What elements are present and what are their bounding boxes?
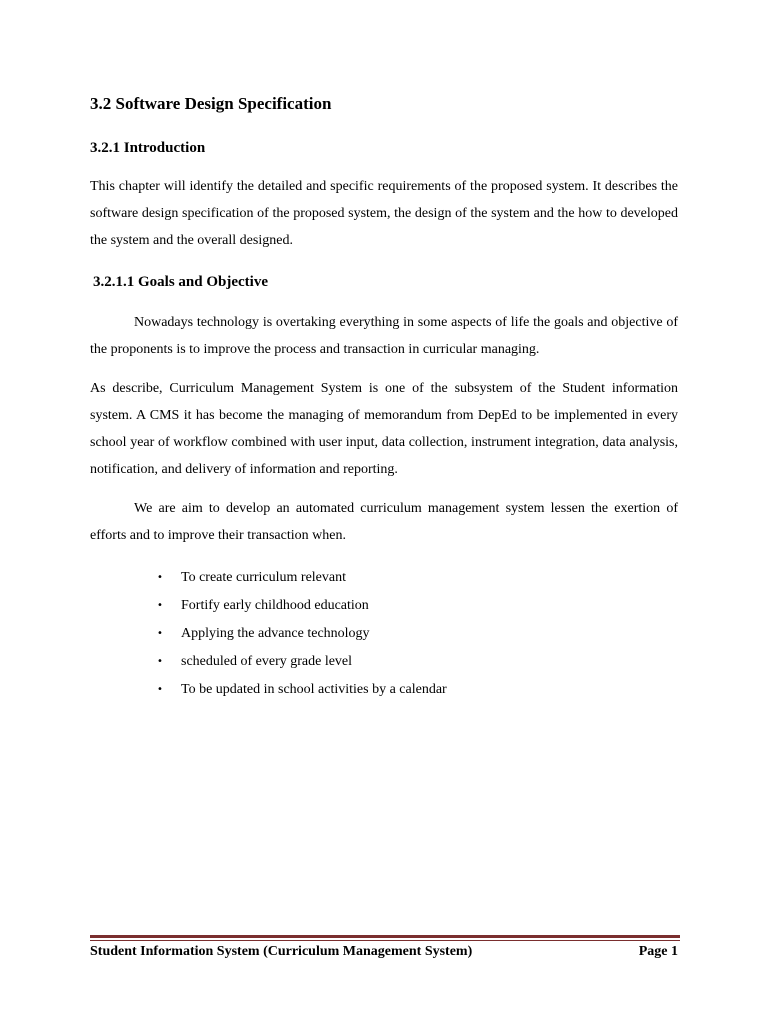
- footer-title: Student Information System (Curriculum Management System): [90, 944, 473, 959]
- list-item-text: To create curriculum relevant: [181, 570, 346, 585]
- list-item: [150, 676, 447, 704]
- list-item-text: To be updated in school activities by a calendar: [181, 682, 447, 697]
- footer-rule-thick: [90, 935, 680, 938]
- list-item-text: scheduled of every grade level: [181, 654, 353, 669]
- paragraph-goals: Nowadays technology is overtaking everything in some aspects of life the goals and objective of the proponents is to improve the process and transaction in curricular managing.: [90, 315, 678, 357]
- footer-rule-thin: [90, 940, 680, 941]
- list-item: [150, 592, 447, 620]
- paragraph-cms-description: As describe, Curriculum Management System is one of the subsystem of the Student information system. A CMS it has become the managing of memorandum from DepEd to be implemented in every school year of workflow combined with user input, data collection, instrument integration, data analysis, notification, and delivery of information and reporting.: [90, 381, 678, 477]
- subsubsection-title: 3.2.1.1 Goals and Objective: [93, 274, 268, 290]
- list-item-text: Applying the advance technology: [181, 626, 370, 641]
- list-item: [150, 564, 447, 592]
- bullet-icon: •: [157, 656, 163, 667]
- list-item: [150, 620, 447, 648]
- bullet-icon: •: [157, 600, 163, 611]
- section-title: 3.2 Software Design Specification: [90, 94, 332, 113]
- bullet-icon: •: [157, 628, 163, 639]
- paragraph-aim: We are aim to develop an automated curriculum management system lessen the exertion of efforts and to improve their transaction when.: [90, 501, 678, 543]
- bullet-icon: •: [157, 684, 163, 695]
- list-item-text: Fortify early childhood education: [181, 598, 369, 613]
- page-number: Page 1: [638, 944, 678, 959]
- list-item: [150, 648, 447, 676]
- intro-paragraph: This chapter will identify the detailed and specific requirements of the proposed system. It describes the software design specification of the proposed system, the design of the system and the how to developed the system and the overall designed.: [90, 179, 678, 248]
- subsection-title: 3.2.1 Introduction: [90, 140, 206, 156]
- bullet-icon: •: [157, 572, 163, 583]
- objectives-list: [150, 564, 447, 704]
